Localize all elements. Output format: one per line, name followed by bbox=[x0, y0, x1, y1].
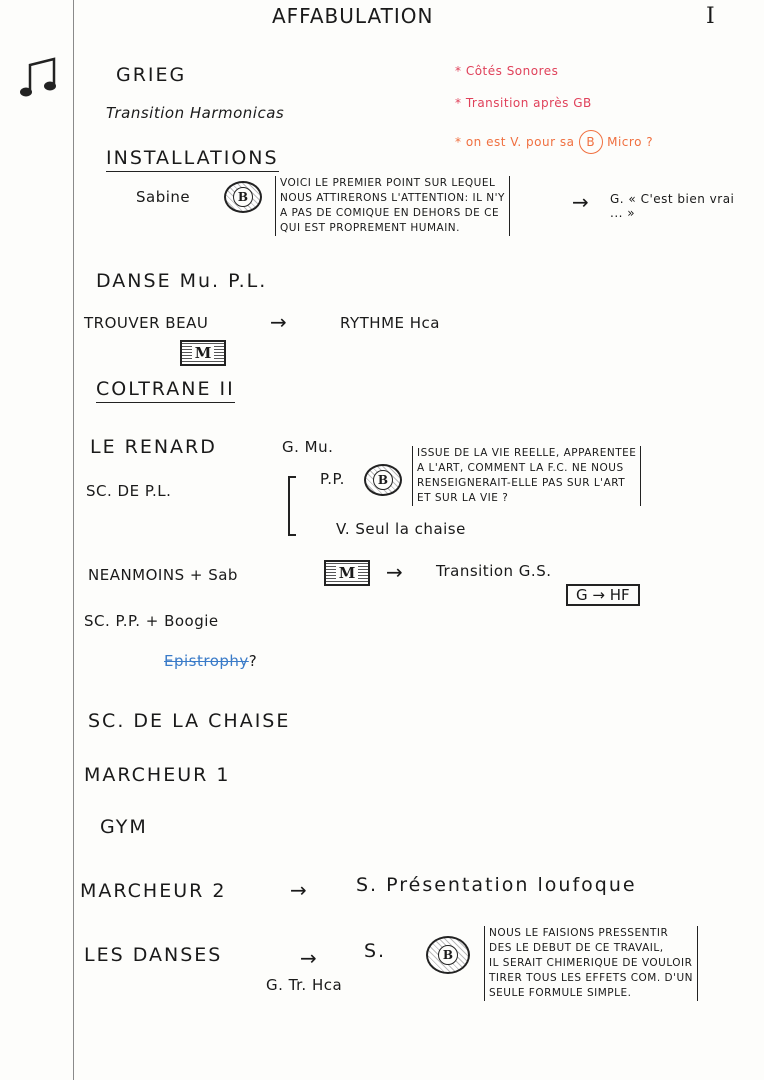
quote-box-3: NOUS LE FAISIONS PRESSENTIR DES LE DEBUT DE CE TRAVAIL, IL SERAIT CHIMERIQUE DE VOULOIR TIRER TOUS LES EFFETS COM. D'UN SEULE FORMULE SIMPLE. bbox=[484, 926, 698, 1001]
note-on-est-v: * on est V. pour sa B Micro ? bbox=[455, 130, 653, 154]
renard-heading: LE RENARD bbox=[90, 436, 217, 458]
sc-de-la-chaise: SC. DE LA CHAISE bbox=[88, 710, 291, 732]
sabine-label: Sabine bbox=[136, 188, 191, 206]
arrow: → bbox=[270, 310, 287, 334]
music-note-icon bbox=[18, 55, 60, 101]
arrow: → bbox=[386, 560, 403, 584]
renard-gmu: G. Mu. bbox=[282, 438, 334, 456]
transition-harmonicas: Transition Harmonicas bbox=[106, 104, 285, 122]
arrow: → bbox=[572, 190, 589, 214]
danse-heading: DANSE Mu. P.L. bbox=[96, 270, 268, 292]
trouver-beau: TROUVER BEAU bbox=[84, 314, 209, 332]
note-cotes-sonores: * Côtés Sonores bbox=[455, 64, 559, 78]
page-title: AFFABULATION bbox=[272, 4, 434, 28]
gym: GYM bbox=[100, 816, 148, 838]
sc-pp-boogie: SC. P.P. + Boogie bbox=[84, 612, 219, 630]
epistrophy: Epistrophy? bbox=[164, 652, 258, 670]
note-transition-apres: * Transition après GB bbox=[455, 96, 592, 110]
bracket bbox=[288, 476, 296, 536]
marcheur-1: MARCHEUR 1 bbox=[84, 764, 231, 786]
arrow: → bbox=[290, 878, 307, 902]
page-number: I bbox=[706, 4, 717, 29]
grieg-heading: GRIEG bbox=[116, 64, 187, 86]
les-danses-s: S. bbox=[364, 940, 387, 962]
m-box-symbol: M bbox=[180, 340, 226, 366]
b-circle-symbol: B bbox=[364, 464, 402, 496]
marcheur-2: MARCHEUR 2 bbox=[80, 880, 227, 902]
g-to-hf-box: G → HF bbox=[566, 584, 640, 606]
v-seul-la-chaise: V. Seul la chaise bbox=[336, 520, 466, 538]
transition-gs: Transition G.S. bbox=[436, 562, 552, 580]
quote1-response: G. « C'est bien vrai ... » bbox=[610, 192, 735, 220]
sc-de-pl: SC. DE P.L. bbox=[86, 482, 172, 500]
coltrane-heading: COLTRANE II bbox=[96, 378, 235, 403]
g-tr-hca: G. Tr. Hca bbox=[266, 976, 343, 994]
installations-heading: INSTALLATIONS bbox=[106, 147, 279, 172]
b-circle-symbol: B bbox=[224, 181, 262, 213]
margin-line bbox=[73, 0, 74, 1080]
quote-box-1: VOICI LE PREMIER POINT SUR LEQUEL NOUS ATTIRERONS L'ATTENTION: IL N'Y A PAS DE COMIQUE EN DEHORS DE CE QUI EST PROPREMENT HUMAIN. bbox=[275, 176, 510, 236]
rythme-hca: RYTHME Hca bbox=[340, 314, 440, 332]
b-circle-symbol: B bbox=[426, 936, 470, 974]
quote-box-2: ISSUE DE LA VIE REELLE, APPARENTEE A L'ART, COMMENT LA F.C. NE NOUS RENSEIGNERAIT-ELLE PAS SUR L'ART ET SUR LA VIE ? bbox=[412, 446, 641, 506]
les-danses: LES DANSES bbox=[84, 944, 223, 966]
arrow: → bbox=[300, 946, 317, 970]
m-box-symbol: M bbox=[324, 560, 370, 586]
pp-label: P.P. bbox=[320, 470, 345, 488]
neanmoins: NEANMOINS + Sab bbox=[88, 566, 238, 584]
presentation-loufoque: S. Présentation loufoque bbox=[356, 874, 637, 896]
circled-b: B bbox=[579, 130, 603, 154]
